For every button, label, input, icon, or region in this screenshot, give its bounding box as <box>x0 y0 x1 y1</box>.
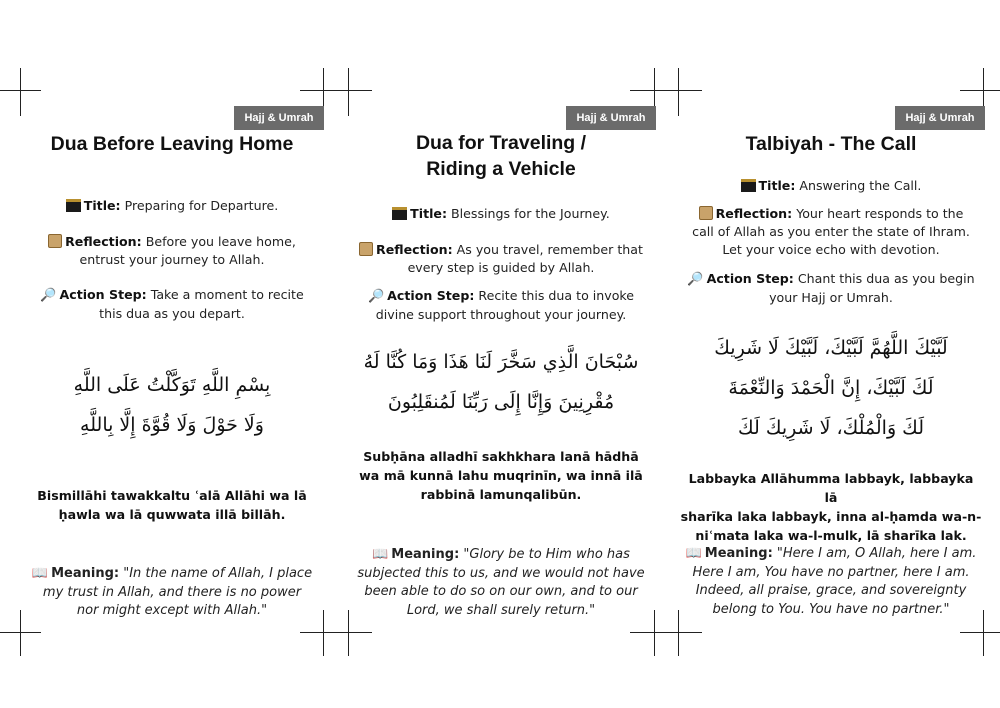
crop-mark <box>20 68 21 116</box>
reflection-field: Reflection: As you travel, remember that every step is guided by Allah. <box>350 241 652 277</box>
book-icon: 📖 <box>31 566 49 581</box>
dua-card-talbiyah <box>680 0 982 708</box>
crop-mark <box>20 610 21 656</box>
category-badge: Hajj & Umrah <box>566 106 656 130</box>
transliteration: Labbayka Allāhumma labbayk, labbayka lā sharīka laka labbayk, inna al-ḥamda wa-n- niʿmata laka wa-l-mulk, lā sharīka lak. <box>680 471 982 543</box>
action-step-field: 🔎 Action Step: Chant this dua as you begin your Hajj or Umrah. <box>687 271 975 305</box>
title-field: Title: Blessings for the Journey. <box>350 205 652 223</box>
dua-card-traveling <box>350 0 652 708</box>
title-field: Title: Answering the Call. <box>680 177 982 195</box>
category-badge: Hajj & Umrah <box>895 106 985 130</box>
meaning: 📖 Meaning: "Here I am, O Allah, here I am. Here I am, You have no partner, here I am. Indeed, all praise, grace, and sovereignty belong to You. You have no partner." <box>685 546 977 617</box>
dua-card-leaving-home <box>22 0 322 708</box>
book-icon: 📖 <box>685 546 702 561</box>
meaning: 📖 Meaning: "In the name of Allah, I place my trust in Allah, and there is no power nor might except with Allah." <box>31 566 313 618</box>
magnifier-icon: 🔎 <box>367 289 385 304</box>
action-step-field: 🔎 Action Step: Take a moment to recite this dua as you depart. <box>40 287 304 321</box>
magnifier-icon: 🔎 <box>687 272 704 287</box>
kaaba-icon <box>66 199 81 212</box>
arabic-dua: بِسْمِ اللَّهِ تَوَكَّلْتُ عَلَى اللَّهِ وَلَا حَوْلَ وَلَا قُوَّةَ إِلَّا بِاللَّهِ <box>73 374 271 436</box>
reflection-field: Reflection: Your heart responds to the call of Allah as you enter the state of Ihram. Let your voice echo with devotion. <box>692 206 970 257</box>
transliteration: Bismillāhi tawakkaltu ʿalā Allāhi wa lā ḥawla wa lā quwwata illā billāh. <box>37 488 307 522</box>
card-title: Dua Before Leaving Home <box>50 133 294 155</box>
card-title: Dua for Traveling / Riding a Vehicle <box>415 132 587 180</box>
arabic-dua: سُبْحَانَ الَّذِي سَخَّرَ لَنَا هَذَا وَمَا كُنَّا لَهُ مُقْرِنِينَ وَإِنَّا إِلَى رَبِّنَا لَمُنقَلِبُونَ <box>363 351 639 413</box>
crop-mark <box>348 68 349 116</box>
meaning: 📖 Meaning: "Glory be to Him who has subjected this to us, and we would not have been able to do so on our own, and to our Lord, we shall surely return." <box>357 547 645 618</box>
title-field: Title: Preparing for Departure. <box>22 197 322 215</box>
crop-mark <box>983 610 984 656</box>
crop-mark <box>678 610 679 656</box>
crop-mark <box>348 610 349 656</box>
crop-mark <box>654 610 655 656</box>
scroll-icon <box>699 206 713 220</box>
action-step-field: 🔎 Action Step: Recite this dua to invoke divine support throughout your journey. <box>367 288 635 322</box>
category-badge: Hajj & Umrah <box>234 106 324 130</box>
crop-mark <box>678 68 679 116</box>
arabic-dua: لَبَّيْكَ اللَّهُمَّ لَبَّيْكَ، لَبَّيْكَ لَا شَرِيكَ لَكَ لَبَّيْكَ، إِنَّ الْحَمْدَ وَالنِّعْمَةَ لَكَ وَالْمُلْكَ، لَا شَرِيكَ لَكَ <box>714 337 948 439</box>
scroll-icon <box>359 242 373 256</box>
kaaba-icon <box>741 179 756 192</box>
card-title: Talbiyah - The Call <box>745 133 917 155</box>
scroll-icon <box>48 234 62 248</box>
kaaba-icon <box>392 207 407 220</box>
crop-mark <box>323 610 324 656</box>
magnifier-icon: 🔎 <box>40 288 57 303</box>
transliteration: Subḥāna alladhī sakhkhara lanā hādhā wa mā kunnā lahu muqrinīn, wa innā ilā rabbinā lamunqalibūn. <box>359 449 643 502</box>
book-icon: 📖 <box>372 547 389 562</box>
reflection-field: Reflection: Before you leave home, entrust your journey to Allah. <box>22 233 322 269</box>
